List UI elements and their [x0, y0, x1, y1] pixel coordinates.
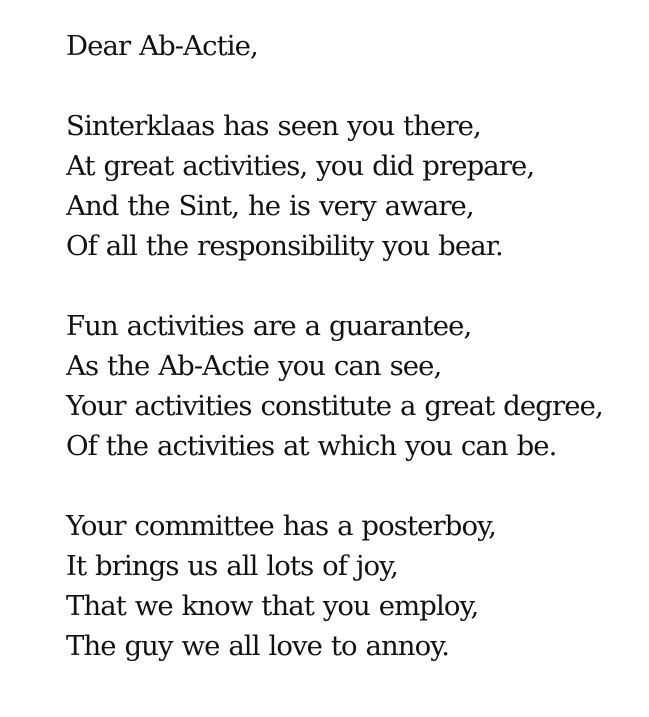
- poem-line: At great activities, you did prepare,: [66, 150, 535, 182]
- poem-line: Of the activities at which you can be.: [66, 430, 557, 462]
- poem-line: That we know that you employ,: [66, 590, 479, 622]
- poem-line: Of all the responsibility you bear.: [66, 230, 503, 262]
- poem-line: It brings us all lots of joy,: [66, 550, 399, 582]
- stanza-3: [66, 506, 641, 666]
- poem-line: Your activities constitute a great degree,: [66, 390, 603, 422]
- poem-line: The guy we all love to annoy.: [66, 630, 450, 662]
- stanza-2: [66, 306, 641, 466]
- poem-line: Fun activities are a guarantee,: [66, 310, 472, 342]
- poem-line: Your committee has a posterboy,: [66, 510, 496, 542]
- poem-line: Sinterklaas has seen you there,: [66, 110, 481, 142]
- stanza-1: [66, 106, 641, 266]
- poem-line: As the Ab-Actie you can see,: [66, 350, 442, 382]
- salutation: Dear Ab-Actie,: [66, 30, 258, 62]
- poem-line: And the Sint, he is very aware,: [66, 190, 474, 222]
- poem-document: [66, 26, 641, 666]
